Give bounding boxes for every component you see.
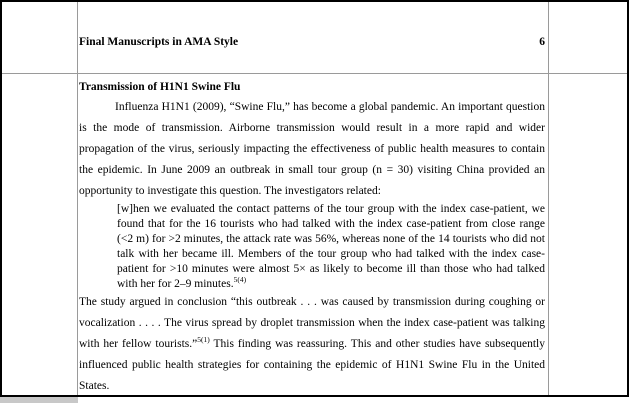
right-text-boundary bbox=[548, 2, 549, 395]
block-quote-citation: 5(4) bbox=[233, 275, 247, 285]
block-quote-text: [w]hen we evaluated the contact patterns of the tour group with the index case-patient, we found that for the 16 tourists who had talked with the index case-patient from close range (<2 m) for >2 minutes, the attack rate was 56%, whereas none of the 14 tourists who did not talk with her became ill. Members of the tour group who had talked with the index case-patient for >10 minutes were almost 5× as likely to become ill than those who had talked with her for 2–9 minutes. bbox=[117, 203, 545, 290]
conclusion-text-2: This finding was reassuring. This and other studies have subsequently influenced public health strategies for containing the epidemic of H1N1 Swine Flu in the United States. bbox=[79, 338, 545, 392]
left-text-boundary bbox=[77, 2, 78, 395]
document-body bbox=[79, 77, 545, 397]
window-edge-strip bbox=[0, 397, 78, 403]
section-heading: Transmission of H1N1 Swine Flu bbox=[79, 81, 241, 93]
running-head: Final Manuscripts in AMA Style bbox=[79, 36, 239, 48]
page-number: 6 bbox=[539, 36, 545, 48]
page-header bbox=[79, 35, 545, 49]
block-quote bbox=[117, 202, 545, 292]
intro-paragraph: Influenza H1N1 (2009), “Swine Flu,” has become a global pandemic. An important question is the mode of transmission. Airborne transmission would result in a more rapid and wider propagation of the virus, seriously impacting the effectiveness of public health measures to contain the epidemic. In June 2009 an outbreak in small tour group (n = 30) visiting China provided an opportunity to investigate this question. The investigators related: bbox=[79, 101, 545, 197]
conclusion-paragraph bbox=[79, 292, 545, 397]
conclusion-citation: 5(1) bbox=[197, 335, 210, 345]
conclusion-text-1: The study argued in conclusion “this outbreak . . . was caused by transmission during coughing or vocalization . . . . The virus spread by droplet transmission when the index case-patient was talking with her fellow tourists.” bbox=[79, 296, 545, 350]
header-divider bbox=[2, 73, 627, 74]
